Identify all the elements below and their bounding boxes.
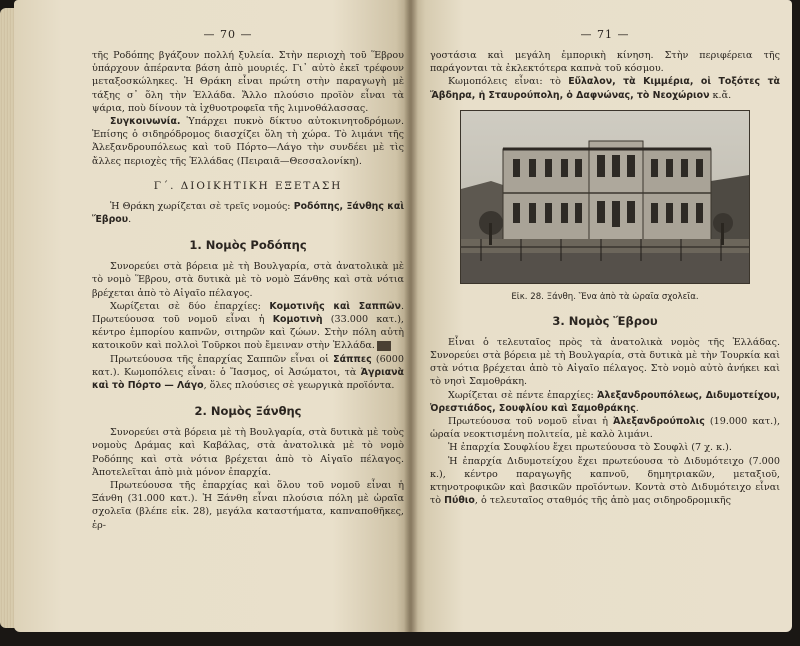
nomos-evrou-borders: Εἶναι ὁ τελευταῖος πρὸς τὰ ἀνατολικὰ νομὸς τῆς Ἑλλάδας. Συνορεύει στὰ βόρεια μὲ τὴ Βουλγαρία, στὰ δυτικὰ μὲ τὴν Τουρκία καὶ στὰ νότια βρέχεται ἀπὸ τὸ Αἰγαῖο πέλαγος. Στὸ νομὸ αὐτὸ ἀνήκει καὶ τὸ νησὶ Σαμοθράκη. <box>430 336 780 388</box>
right-page-number: — 71 — <box>580 28 630 41</box>
nomos-xanthis-capital: Πρωτεύουσα τῆς ἐπαρχίας καὶ ὅλου τοῦ νομοῦ εἶναι ἡ Ξάνθη (31.000 κατ.). Ἡ Ξάνθη εἶναι πλούσια πόλη μὲ ὡραῖα σχολεῖα (βλέπε εἰκ. 28), μεγάλα καταστήματα, καπναποθῆκες, ἐρ- <box>92 480 404 531</box>
evrou-capital-end: (19.000 κατ.), ὡραία νεοκτισμένη πολιτεία, μὲ καλὸ λιμάνι. <box>430 416 780 441</box>
nomos-rodopis-borders: Συνορεύει στὰ βόρεια μὲ τὴ Βουλγαρία, στὰ ἀνατολικὰ μὲ τὸ νομὸ Ἕβρου, στὰ δυτικὰ μὲ τὸ νομὸ Ξάνθης καὶ στὰ νότια βρέχεται ἀπὸ τὸ Αἰγαῖο πέλαγος. <box>92 261 404 299</box>
left-page <box>14 0 412 632</box>
evrou-province-names: Ἀλεξανδρουπόλεως, Διδυμοτείχου, Ὀρεστιάδος, Σουφλίου καὶ Σαμοθράκης <box>430 389 780 414</box>
rodopis-province-names: Κομοτινῆς καὶ Σαππῶν <box>269 300 401 312</box>
right-paragraph-towns <box>430 75 780 101</box>
nomos-evrou-provinces <box>430 389 780 415</box>
rodopis-capital: Κομοτινὴ <box>272 314 323 326</box>
nomos-xanthis-title: 2. Νομὸς Ξάνθης <box>194 404 302 419</box>
pythio-name: Πύθιο <box>444 495 475 507</box>
towns-end: κ.ἄ. <box>709 89 732 101</box>
rodopis-provinces-end: (33.000 κατ.), κέντρο ἐμπορίου καπνῶν, σιτηρῶν καὶ ζώων. Στὴν πόλη αὐτὴ κατοικοῦν καὶ πολλοὶ Τοῦρκοι ποὺ ἔμειναν στὴν Ἑλλάδα. <box>92 314 404 352</box>
nomos-evrou-didymoteicho <box>430 455 780 508</box>
right-page <box>410 0 792 632</box>
sappes-name: Σάππες <box>333 353 372 365</box>
rodopis-provinces-start: Χωρίζεται σὲ δύο ἐπαρχίες: <box>110 300 270 312</box>
school-building-illustration <box>461 111 749 283</box>
towns-start: Κωμοπόλεις εἶναι: τὸ <box>448 76 569 88</box>
sappes-end: , ὅλες πλούσιες σὲ γεωργικὰ προϊόντα. <box>203 380 395 392</box>
rodopis-provinces-mid: . Πρωτεύουσα τοῦ νομοῦ εἶναι ἡ <box>92 300 404 326</box>
section-intro-end: . <box>128 214 132 226</box>
school-photograph <box>460 110 750 284</box>
nomos-evrou-capital <box>430 415 780 441</box>
sappes-towns: Ἀγριανὰ καὶ τὸ Πόρτο — Λάγο <box>92 366 404 392</box>
section-intro <box>92 200 404 226</box>
nomos-rodopis-title: 1. Νομὸς Ροδόπης <box>189 238 307 253</box>
section-intro-names: Ροδόπης, Ξάνθης καὶ Ἕβρου <box>92 200 405 226</box>
evrou-provinces-end: . <box>635 402 639 414</box>
didymoteicho-text: Ἡ ἐπαρχία Διδυμοτείχου ἔχει πρωτεύουσα τὸ Διδυμότειχο (7.000 κ.), κέντρο παραγωγῆς καπνοῦ, δημητριακῶν, μεταξιοῦ, κτηνοτροφικῶν καὶ βασικῶν προϊόντων. Κοντὰ στὸ Διδυμότειχο εἶναι τὸ <box>430 455 780 507</box>
nomos-evrou-title: 3. Νομὸς Ἕβρου <box>552 313 658 328</box>
sappes-start: Πρωτεύουσα τῆς ἐπαρχίας Σαππῶν εἶναι οἱ <box>110 353 334 365</box>
didymoteicho-end: , ὁ τελευταῖος σταθμός τῆς ἀπὸ μας σιδηροδρομικῆς <box>474 495 732 507</box>
communications-label: Συγκοινωνία. <box>110 116 181 128</box>
left-page-number: — 70 — <box>203 28 253 41</box>
left-paragraph-production: τῆς Ροδόπης βγάζουν πολλή ξυλεία. Στὴν περιοχὴ τοῦ Ἕβρου ὑπάρχουν ἀπέραντα βάση ἀπὸ μουριές. Γι᾽ αὐτὸ ἐκεῖ τρέφουν μεταξοσκώληκες. Ἡ Θράκη εἶναι πρώτη στὴν παραγωγὴ μὲ τάξης σ᾽ ὅλη τὴν Ἑλλάδα. Ἄλλο πλούσιο προϊὸν εἶναι τὰ ψάρια, ποὺ δίνουν τὰ ἰχθυοτροφεῖα τῆς λιμνοθάλασσας. <box>92 50 404 114</box>
ink-stamp-mark <box>377 341 391 351</box>
evrou-provinces-start: Χωρίζεται σὲ πέντε ἐπαρχίες: <box>448 389 598 401</box>
towns-names: Εὔλαλον, τὰ Κιμμέρια, οἱ Τοξότες τὰ Ἄβδηρα, ἡ Σταυρούπολη, ὁ Δαφνώνας, τὸ Νεοχώριον <box>430 76 780 101</box>
section-title: Γ΄. ΔΙΟΙΚΗΤΙΚΗ ΕΞΕΤΑΣΗ <box>153 179 343 192</box>
sappes-mid: (6000 κατ.). Κωμοπόλεις εἶναι: ὁ Ἴασμος, οἱ Ἀσώματοι, τὰ <box>92 353 404 378</box>
communications-text: Ὑπάρχει πυκνὸ δίκτυο αὐτοκινητοδρόμων. Ἐπίσης ὁ σιδηρόδρομος διασχίζει ὅλη τὴ χώρα. Τὸ λιμάνι τῆς Ἀλεξανδρουπόλεως καὶ τοῦ Πόρτο—Λάγο τὴν συνδέει μὲ τὶς ἄλλες περιοχὲς τῆς Ἑλλάδας (Πειραιᾶ—Θεσσαλονίκη). <box>92 116 404 167</box>
left-paragraph-communications <box>92 115 404 168</box>
evrou-capital-name: Ἀλεξανδρούπολις <box>613 416 705 428</box>
nomos-rodopis-sappes <box>92 353 404 393</box>
figure-caption: Εἰκ. 28. Ξάνθη. Ἕνα ἀπὸ τὰ ὡραῖα σχολεῖα. <box>511 291 699 302</box>
evrou-capital-start: Πρωτεύουσα τοῦ νομοῦ εἶναι ἡ <box>448 416 614 428</box>
nomos-rodopis-provinces <box>92 300 404 353</box>
book-gutter <box>404 0 418 632</box>
nomos-evrou-soufli: Ἡ ἐπαρχία Σουφλίου ἔχει πρωτεύουσα τὸ Σουφλὶ (7 χ. κ.). <box>448 442 732 454</box>
right-paragraph-tobacco: γοστάσια καὶ μεγάλη ἐμπορικὴ κίνηση. Στὴν περιφέρεια τῆς παράγονται τὰ ἐκλεκτότερα καπνὰ τοῦ κόσμου. <box>430 50 780 75</box>
section-intro-start: Ἡ Θράκη χωρίζεται σὲ τρεῖς νομούς: <box>110 200 294 212</box>
nomos-xanthis-borders: Συνορεύει στὰ βόρεια μὲ τὴ Βουλγαρία, στὰ δυτικὰ μὲ τοὺς νομοὺς Δράμας καὶ Καβάλας, στὰ ἀνατολικὰ μὲ τὸ νομὸ Ροδόπης καὶ στὰ νότια βρέχεται ἀπὸ τὸ Αἰγαῖο πέλαγος. Ἀποτελεῖται ἀπὸ μιὰ μόνον ἐπαρχία. <box>92 427 404 478</box>
